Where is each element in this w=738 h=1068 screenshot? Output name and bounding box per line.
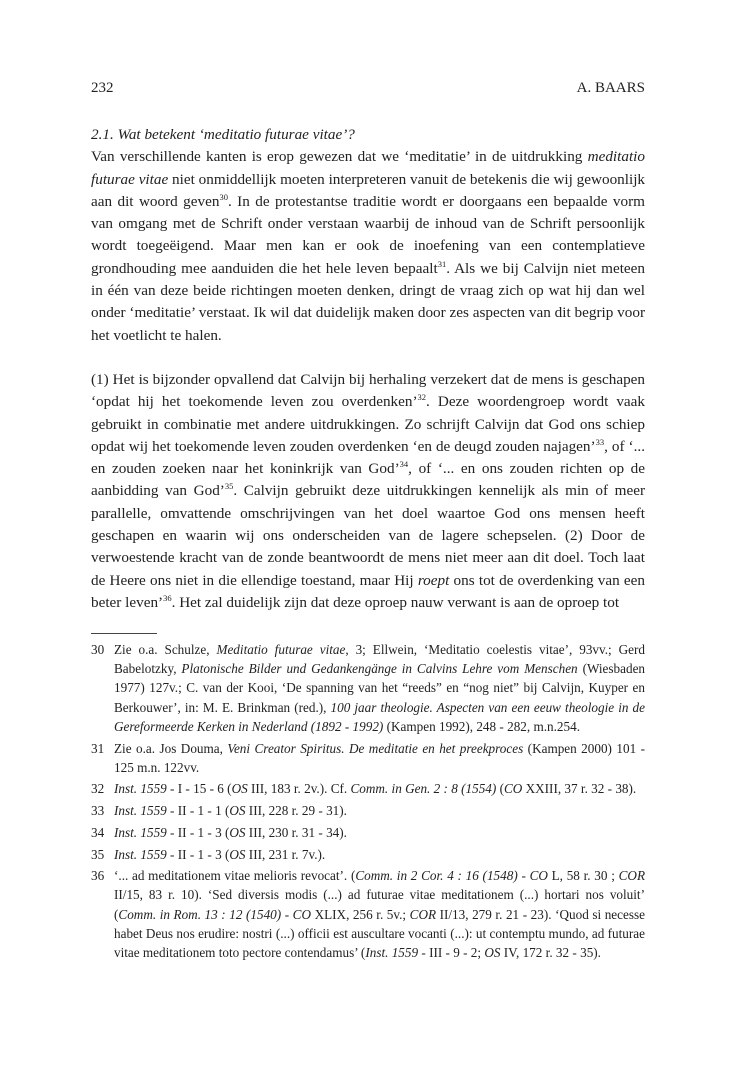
footnote-ref: 31 bbox=[437, 258, 447, 269]
footnote-ref: 30 bbox=[219, 191, 228, 202]
footnote-31 bbox=[91, 739, 645, 777]
italic-run: OS bbox=[229, 846, 246, 862]
text-run: II/15, 83 r. 10). ‘Sed diversis modis (...) ad futurae vitae meditationem (...) hortari nos voluit’ ( bbox=[114, 887, 645, 922]
paragraph-gap bbox=[91, 347, 645, 369]
italic-run: Inst. 1559 bbox=[114, 846, 167, 862]
italic-run: Platonische Bilder und Gedankengänge in Calvins Lehre vom Menschen bbox=[181, 661, 578, 677]
text-run: III, 230 r. 31 - 34). bbox=[245, 824, 347, 840]
italic-run: 100 jaar theologie. Aspecten van een eeuw theologie in de Gereformeerde Kerken in Nederland (1892 - 1992) bbox=[114, 699, 645, 734]
italic-run: Veni Creator Spiritus. De meditatie en het preekproces bbox=[227, 740, 524, 756]
footnote-number: 34 bbox=[91, 824, 105, 840]
footnote-33 bbox=[91, 801, 645, 820]
paragraph-1 bbox=[91, 146, 645, 347]
footnote-number: 32 bbox=[91, 781, 105, 797]
footnote-number: 36 bbox=[91, 868, 105, 884]
footnote-ref: 33 bbox=[595, 436, 605, 447]
running-head-author: A. BAARS bbox=[576, 80, 645, 96]
text-run: . In de protestantse traditie wordt er doorgaans een bepaalde vorm van omgang met de Schrift onder verstaan waarbij de inhoud van de Schrift persoonlijk wordt toegeëigend. Maar men kan er ook de inoefening van een contemplatieve grondhouding mee aanduiden die het hele leven bepaalt bbox=[91, 192, 645, 277]
text-run: II/13, 279 r. 21 - 23). ‘Quod si necesse habet Deus nos erudire: nostri (...) officii est auscultare vocanti (...): ut contemptu mundo, ad futurae vitae meditationem toto pectore contendamus’ ( bbox=[114, 906, 645, 961]
footnote-text bbox=[114, 739, 645, 777]
text-run: III, 231 r. 7v.). bbox=[245, 846, 326, 862]
text-run: Van verschillende kanten is erop gewezen dat we ‘meditatie’ in de uitdrukking bbox=[91, 148, 588, 166]
footnote-36 bbox=[91, 866, 645, 962]
text-run: ons tot de overdenking van een beter leven’ bbox=[91, 571, 646, 611]
page-number: 232 bbox=[91, 80, 114, 96]
italic-run: Inst. 1559 bbox=[114, 824, 167, 840]
section-heading: 2.1. Wat betekent ‘meditatio futurae vitae’? bbox=[91, 126, 355, 143]
text-run: - III - 9 - 2; bbox=[418, 945, 485, 961]
italic-run: Inst. 1559 bbox=[114, 781, 167, 797]
footnote-text bbox=[114, 866, 645, 962]
text-run: Zie o.a. Schulze, bbox=[114, 642, 217, 657]
text-run: XLIX, 256 r. 5v.; bbox=[311, 906, 410, 922]
text-run: III, 228 r. 29 - 31). bbox=[245, 803, 347, 819]
footnote-number: 31 bbox=[91, 740, 105, 756]
text-run: , of ‘... en zouden zoeken naar het koninkrijk van God’ bbox=[91, 437, 645, 478]
italic-run: CO bbox=[503, 781, 523, 797]
footnote-number: 33 bbox=[91, 803, 105, 819]
text-run: (Kampen 2000) 101 - 125 m.n. 122vv. bbox=[114, 740, 645, 775]
italic-run: COR bbox=[409, 906, 437, 922]
text-run: . Het zal duidelijk zijn dat deze oproep nauw verwant is aan de oproep tot bbox=[171, 593, 620, 611]
footnote-34 bbox=[91, 823, 645, 842]
text-run: . Als we bij Calvijn niet meteen in één van deze beide richtingen moeten denken, dringt de vraag zich op wat hij dan wel onder ‘meditatie’ verstaat. Ik wil dat duidelijk maken door zes aspecten van dit begrip voor het voetlicht te halen. bbox=[91, 259, 645, 344]
footnote-number: 30 bbox=[91, 642, 105, 657]
text-run: XXIII, 37 r. 32 - 38). bbox=[522, 781, 637, 797]
text-run: niet onmiddellijk moeten interpreteren vanuit de betekenis die wij gewoonlijk aan dit woord geven bbox=[91, 170, 646, 210]
text-run: - II - 1 - 1 ( bbox=[166, 803, 230, 819]
paragraph-2 bbox=[91, 369, 645, 614]
footnote-number: 35 bbox=[91, 846, 105, 862]
italic-run: roept bbox=[417, 571, 450, 589]
italic-run: Comm. in 2 Cor. 4 : 16 (1548) - CO bbox=[355, 868, 548, 884]
italic-run: OS bbox=[229, 824, 246, 840]
running-head bbox=[91, 80, 645, 97]
italic-run: Comm. in Rom. 13 : 12 (1540) - CO bbox=[118, 906, 312, 922]
text-run: (Kampen 1992), 248 - 282, m.n.254. bbox=[383, 718, 580, 734]
text-run: ‘... ad meditationem vitae melioris revocat’. ( bbox=[114, 868, 356, 884]
italic-run: Inst. 1559 bbox=[114, 803, 167, 819]
italic-run: Inst. 1559 bbox=[365, 945, 419, 961]
text-run: - II - 1 - 3 ( bbox=[166, 824, 230, 840]
italic-run: COR bbox=[618, 868, 645, 884]
italic-run: OS bbox=[229, 803, 246, 819]
text-run: . Deze woordengroep wordt vaak gebruikt in combinatie met andere uitdrukkingen. Zo schrijft Calvijn dat God ons schiep opdat wij het toekomende leven zouden overdenken ‘en de deugd zouden najagen’ bbox=[91, 393, 645, 455]
footnote-text bbox=[114, 779, 645, 798]
text-run: . Calvijn gebruikt deze uitdrukkingen kennelijk als min of meer parallelle, omvattende omschrijvingen van het doel waartoe God ons mensen heeft geschapen en waarin wij ons onderscheiden van de lagere schepselen. (2) Door de verwoestende kracht van de zonde beantwoordt de mens niet meer aan dit doel. Toch laat de Heere ons niet in die ellendige toestand, maar Hij bbox=[91, 482, 645, 589]
text-run: - II - 1 - 3 ( bbox=[166, 846, 230, 862]
text-run: L, 58 r. 30 ; bbox=[547, 868, 619, 884]
text-run: III, 183 r. 2v.). Cf. bbox=[247, 781, 351, 797]
footnote-35 bbox=[91, 845, 645, 864]
footnote-32 bbox=[91, 779, 645, 798]
footnotes bbox=[91, 640, 645, 965]
italic-run: OS bbox=[231, 781, 248, 797]
footnote-ref: 36 bbox=[163, 592, 172, 603]
footnote-text bbox=[114, 640, 645, 736]
text-run: ( bbox=[496, 781, 504, 797]
text-run: - I - 15 - 6 ( bbox=[166, 781, 232, 797]
text-run: , of ‘... en ons zouden richten op de aanbidding van God’ bbox=[91, 460, 645, 500]
text-run: (1) Het is bijzonder opvallend dat Calvijn bij herhaling verzekert dat de mens is geschapen ‘opdat hij het toekomende leven zou overdenken’ bbox=[91, 370, 645, 411]
footnote-ref: 34 bbox=[399, 459, 409, 470]
italic-run: Meditatio futurae vitae bbox=[216, 642, 346, 657]
text-run: IV, 172 r. 32 - 35). bbox=[500, 945, 601, 961]
text-run: (Wiesbaden 1977) 127v.; C. van der Kooi, ‘De spanning van het “reeds” en “nog niet” bij Calvijn, Kuyper en Berkouwer’, in: M. E. Brinkman (red.), bbox=[114, 661, 646, 715]
italic-run: Comm. in Gen. 2 : 8 (1554) bbox=[350, 781, 497, 797]
italic-run: meditatio futurae vitae bbox=[91, 148, 645, 188]
text-run: Zie o.a. Jos Douma, bbox=[114, 740, 228, 756]
footnote-text bbox=[114, 845, 645, 864]
text-run: , 3; Ellwein, ‘Meditatio coelestis vitae’, 93vv.; Gerd Babelotzky, bbox=[114, 642, 645, 677]
footnote-text bbox=[114, 823, 645, 842]
footnote-ref: 35 bbox=[224, 481, 234, 492]
footnote-30 bbox=[91, 640, 645, 736]
footnote-ref: 32 bbox=[417, 392, 427, 403]
footnote-rule bbox=[91, 633, 157, 634]
italic-run: OS bbox=[484, 945, 501, 961]
body-text bbox=[91, 124, 645, 614]
footnote-text bbox=[114, 801, 645, 820]
